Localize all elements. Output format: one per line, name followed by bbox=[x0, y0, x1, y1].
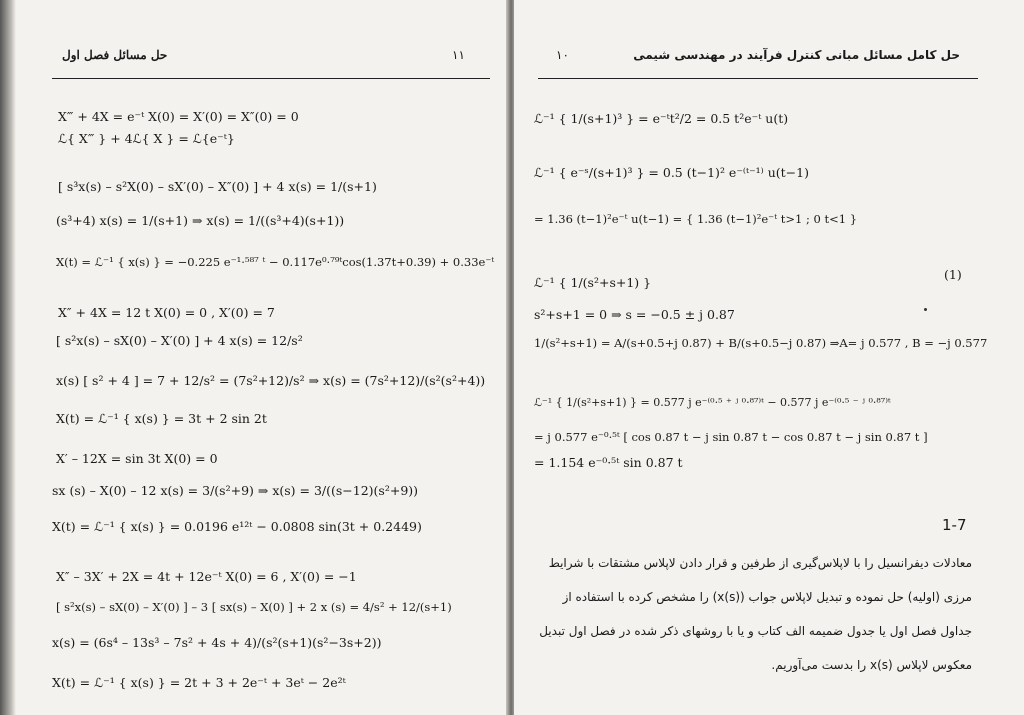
right-page bbox=[514, 0, 1024, 715]
eq-line: [ s²x(s) – sX(0) – X′(0) ] – 3 [ sx(s) – X(0) ] + 2 x (s) = 4/s² + 12/(s+1) bbox=[56, 600, 452, 614]
eq-number: (1) bbox=[944, 267, 962, 282]
eq-line: X″ – 3X′ + 2X = 4t + 12e⁻ᵗ X(0) = 6 , X′(0) = −1 bbox=[56, 569, 357, 584]
eq-line: X″ + 4X = 12 t X(0) = 0 , X′(0) = 7 bbox=[58, 305, 275, 320]
right-page-number: ۱۰ bbox=[556, 48, 569, 62]
eq-line: X′ – 12X = sin 3t X(0) = 0 bbox=[56, 451, 218, 466]
eq-line: 1/(s²+s+1) = A/(s+0.5+j 0.87) + B/(s+0.5−j 0.87) ⇒A= j 0.577 , B = −j 0.577 bbox=[534, 336, 988, 350]
right-header-rule bbox=[538, 78, 978, 79]
eq-line: [ s²x(s) – sX(0) – X′(0) ] + 4 x(s) = 12/s² bbox=[56, 333, 303, 348]
eq-line: sx (s) – X(0) – 12 x(s) = 3/(s²+9) ⇒ x(s) = 3/((s−12)(s²+9)) bbox=[52, 483, 419, 498]
eq-line: X(t) = ℒ⁻¹ { x(s) } = 3t + 2 sin 2t bbox=[56, 411, 267, 426]
right-header-title: حل کامل مسائل مبانی کنترل فرآیند در مهندسی شیمی bbox=[633, 48, 960, 62]
paragraph-line: مرزی (اولیه) حل نموده و تبدیل لاپلاس جواب (x(s)) را مشخص کرده با استفاده از bbox=[562, 590, 972, 604]
eq-line: X(t) = ℒ⁻¹ { x(s) } = −0.225 e⁻¹·⁵⁸⁷ ᵗ − 0.117e⁰·⁷⁹ᵗcos(1.37t+0.39) + 0.33e⁻ᵗ bbox=[56, 255, 495, 269]
section-number: 1-7 bbox=[942, 516, 967, 534]
left-page bbox=[0, 0, 510, 715]
eq-line: ℒ{ X‴ } + 4ℒ{ X } = ℒ{e⁻ᵗ} bbox=[58, 131, 235, 146]
paragraph-line: معادلات دیفرانسیل را با لاپلاس‌گیری از طرفین و قرار دادن لاپلاس مشتقات با شرایط bbox=[548, 556, 972, 570]
left-header-title: حل مسائل فصل اول bbox=[62, 48, 168, 62]
eq-line: ℒ⁻¹ { 1/(s+1)³ } = e⁻ᵗt²/2 = 0.5 t²e⁻ᵗ u(t) bbox=[534, 111, 789, 126]
eq-line: X‴ + 4X = e⁻ᵗ X(0) = X′(0) = X″(0) = 0 bbox=[58, 109, 299, 124]
eq-line: X(t) = ℒ⁻¹ { x(s) } = 2t + 3 + 2e⁻ᵗ + 3eᵗ − 2e²ᵗ bbox=[52, 675, 346, 690]
eq-line: ℒ⁻¹ { 1/(s²+s+1) } = 0.577 j e⁻⁽⁰·⁵ ⁺ ʲ ⁰·⁸⁷⁾ᵗ − 0.577 j e⁻⁽⁰·⁵ ⁻ ʲ ⁰·⁸⁷⁾ᵗ bbox=[534, 396, 891, 409]
paragraph-line: جداول فصل اول یا جدول ضمیمه الف کتاب و یا با روشهای ذکر شده در فصل اول تبدیل bbox=[539, 624, 972, 638]
eq-line: X(t) = ℒ⁻¹ { x(s) } = 0.0196 e¹²ᵗ − 0.0808 sin(3t + 0.2449) bbox=[52, 519, 422, 534]
eq-line: (s³+4) x(s) = 1/(s+1) ⇒ x(s) = 1/((s³+4)(s+1)) bbox=[56, 213, 345, 228]
eq-line: s²+s+1 = 0 ⇒ s = −0.5 ± j 0.87 bbox=[534, 307, 735, 322]
eq-line: = j 0.577 e⁻⁰·⁵ᵗ [ cos 0.87 t − j sin 0.87 t − cos 0.87 t − j sin 0.87 t ] bbox=[534, 430, 928, 444]
paragraph-line: معکوس لاپلاس x(s) را بدست می‌آوریم. bbox=[771, 658, 972, 672]
page-edge-shadow bbox=[0, 0, 16, 715]
left-page-number: ۱۱ bbox=[452, 48, 465, 62]
eq-line: ℒ⁻¹ { 1/(s²+s+1) } bbox=[534, 275, 652, 290]
eq-line: = 1.154 e⁻⁰·⁵ᵗ sin 0.87 t bbox=[534, 455, 683, 470]
eq-line: = 1.36 (t−1)²e⁻ᵗ u(t−1) = { 1.36 (t−1)²e⁻ᵗ t>1 ; 0 t<1 } bbox=[534, 212, 858, 226]
eq-line: x(s) [ s² + 4 ] = 7 + 12/s² = (7s²+12)/s² ⇒ x(s) = (7s²+12)/(s²(s²+4)) bbox=[56, 373, 486, 388]
eq-line: ℒ⁻¹ { e⁻ˢ/(s+1)³ } = 0.5 (t−1)² e⁻⁽ᵗ⁻¹⁾ u(t−1) bbox=[534, 165, 809, 180]
stray-mark bbox=[924, 308, 927, 311]
eq-line: x(s) = (6s⁴ – 13s³ – 7s² + 4s + 4)/(s²(s+1)(s²−3s+2)) bbox=[52, 635, 382, 650]
eq-line: [ s³x(s) – s²X(0) – sX′(0) – X″(0) ] + 4 x(s) = 1/(s+1) bbox=[58, 179, 377, 194]
left-header-rule bbox=[52, 78, 490, 79]
